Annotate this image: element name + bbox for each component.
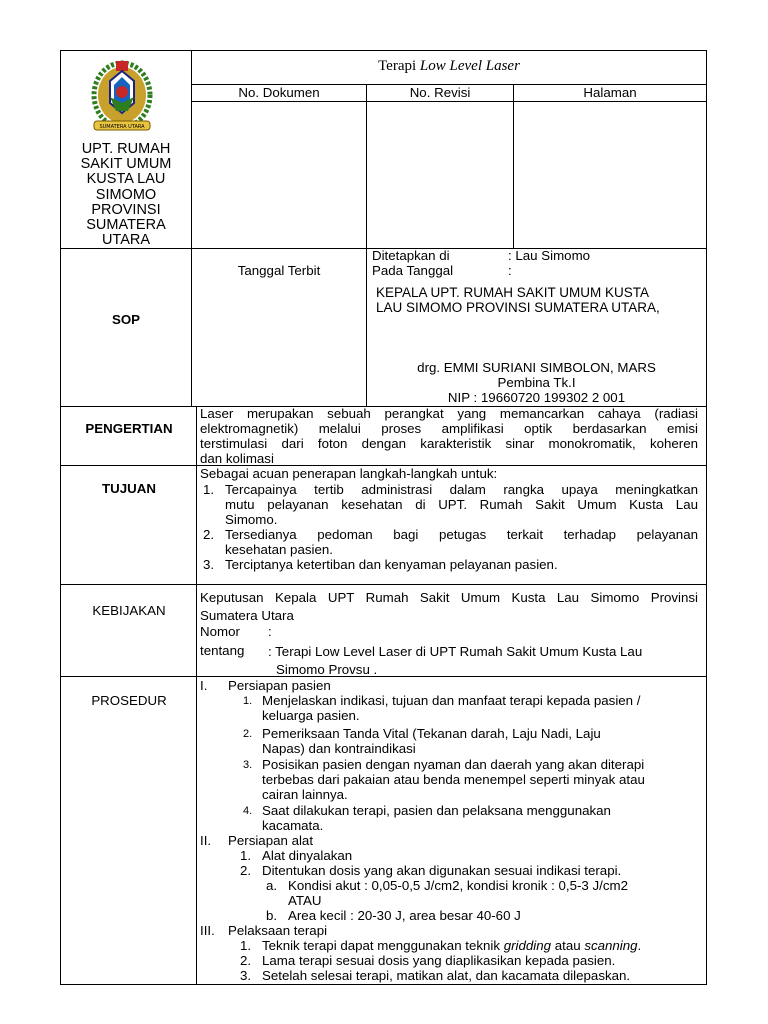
step-line: keluarga pasien. (262, 708, 360, 723)
kebijakan-line: Keputusan Kepala UPT Rumah Sakit Umum Kusta Lau Simomo Provinsi (200, 590, 698, 605)
step-line: terbebas dari pakaian atau benda menempel seperti minyak atau (262, 772, 645, 787)
row-divider (191, 101, 707, 102)
step-text: atau (551, 938, 585, 953)
hospital-name-line: KUSTA LAU (86, 171, 166, 188)
step-line: Menjelaskan indikasi, tujuan dan manfaat terapi kepada pasien / (262, 693, 641, 708)
hospital-name-line: SAKIT UMUM (80, 156, 172, 173)
tujuan-item-line: mutu pelayanan kesehatan di UPT. Rumah Sakit Umum Kusta Lau (225, 497, 698, 512)
col-header-no-dokumen: No. Dokumen (238, 85, 320, 100)
section-title: Pelaksaan terapi (228, 923, 328, 938)
sub-step-item (288, 878, 698, 908)
hospital-name-line: PROVINSI (91, 201, 161, 218)
prosedur-label: PROSEDUR (91, 693, 167, 708)
tujuan-item-num: 3. (203, 557, 215, 572)
step-text: Teknik terapi dapat menggunakan teknik (262, 938, 504, 953)
signer-nip: NIP : 19660720 199302 2 001 (447, 390, 626, 405)
tujuan-item (225, 557, 698, 572)
column-divider (513, 84, 514, 248)
step-line: Napas) dan kontraindikasi (262, 741, 416, 756)
step-line: Posisikan pasien dengan nyaman dan daerah yang akan diterapi (262, 757, 645, 772)
pengertian-text (200, 406, 698, 466)
step-number: 1. (240, 938, 252, 953)
tentang-value (268, 643, 699, 678)
step-item (262, 726, 702, 756)
step-text-italic: scanning (584, 938, 638, 953)
step-line: Alat dinyalakan (262, 848, 353, 863)
sop-label: SOP (111, 312, 141, 327)
tentang-line: : Terapi Low Level Laser di UPT Rumah Sakit Umum Kusta Lau (268, 644, 643, 659)
step-line: cairan lainnya. (262, 787, 348, 802)
signer-rank: Pembina Tk.I (497, 375, 576, 390)
tujuan-item (225, 482, 698, 527)
sub-step-line: Kondisi akut : 0,05-0,5 J/cm2, kondisi kronik : 0,5-3 J/cm2 (288, 878, 628, 893)
tujuan-item-line: kesehatan pasien. (225, 542, 333, 557)
document-title (192, 59, 706, 74)
step-number: 2. (243, 728, 253, 740)
tujuan-item-num: 1. (203, 482, 215, 497)
column-divider (196, 406, 197, 984)
kebijakan-line: Sumatera Utara (200, 607, 294, 623)
title-plain: Terapi (378, 58, 420, 74)
hospital-name-line: UPT. RUMAH (81, 141, 171, 157)
kepala-line: KEPALA UPT. RUMAH SAKIT UMUM KUSTA (376, 285, 650, 300)
col-header-no-revisi: No. Revisi (409, 85, 471, 100)
nomor-label: Nomor (200, 624, 240, 639)
pada-tanggal-value: : (508, 263, 512, 278)
step-text: . (637, 938, 642, 953)
tanggal-terbit-label: Tanggal Terbit (237, 263, 321, 278)
tujuan-item-line: Simomo. (225, 512, 278, 527)
section-number: I. (200, 678, 208, 693)
step-text-italic: gridding (503, 938, 552, 953)
tujuan-item-line: Terciptanya ketertiban dan kenyaman pelayanan pasien. (225, 557, 558, 572)
hospital-name-line: UTARA (101, 232, 151, 249)
sub-step-line: Area kecil : 20-30 J, area besar 40-60 J (288, 908, 521, 923)
pengertian-line: Laser merupakan sebuah perangkat yang memancarkan cahaya (radiasi (200, 406, 698, 421)
hospital-name-line: SIMOMO (95, 186, 157, 203)
step-number: 4. (243, 805, 253, 817)
signer-block (367, 360, 706, 405)
section-title: Persiapan alat (228, 833, 314, 848)
title-italic: Low Level Laser (419, 58, 520, 74)
kebijakan-label: KEBIJAKAN (92, 603, 166, 618)
step-line: Saat dilakukan terapi, pasien dan pelaksana menggunakan (262, 803, 611, 818)
row-divider (61, 584, 707, 585)
col-header-halaman: Halaman (583, 85, 637, 100)
ditetapkan-value: : Lau Simomo (508, 248, 591, 263)
column-divider (191, 51, 192, 406)
tujuan-intro: Sebagai acuan penerapan langkah-langkah untuk: (200, 466, 498, 481)
hospital-name-line: SUMATERA (86, 217, 166, 234)
tujuan-item (225, 527, 698, 557)
tujuan-label: TUJUAN (102, 481, 156, 496)
kebijakan-text (200, 589, 698, 624)
step-line (262, 938, 641, 953)
section-number: III. (200, 923, 215, 938)
column-divider (366, 84, 367, 406)
kepala-title (376, 285, 704, 315)
sub-step-line: ATAU (288, 893, 322, 908)
step-line: kacamata. (262, 818, 324, 833)
ditetapkan-label: Ditetapkan di (372, 248, 450, 263)
sub-step-letter: b. (266, 908, 278, 923)
pengertian-line: elektromagnetik) melalui proses amplifikasi optik berdasarkan emisi (200, 421, 698, 436)
step-number: 1. (243, 695, 253, 707)
kepala-line: LAU SIMOMO PROVINSI SUMATERA UTARA, (376, 300, 660, 315)
step-item (262, 757, 702, 802)
tentang-label: tentang (200, 643, 245, 658)
step-line: Pemeriksaan Tanda Vital (Tekanan darah, Laju Nadi, Laju (262, 726, 601, 741)
nomor-value: : (268, 624, 272, 639)
step-number: 1. (240, 848, 252, 863)
province-emblem-logo (84, 57, 160, 137)
step-line: Setelah selesai terapi, matikan alat, dan kacamata dilepaskan. (262, 968, 631, 983)
tujuan-item-line: Tersedianya pedoman bagi petugas terkait terhadap pelayanan (225, 527, 698, 542)
step-item (262, 693, 702, 723)
pengertian-label: PENGERTIAN (85, 421, 173, 436)
pengertian-line: dan kolimasi (200, 451, 274, 466)
tentang-line: Simomo Provsu . (276, 661, 378, 677)
tujuan-item-line: Tercapainya tertib administrasi dalam rangka upaya meningkatkan (225, 482, 698, 497)
step-line: Ditentukan dosis yang akan digunakan sesuai indikasi terapi. (262, 863, 622, 878)
pengertian-line: terstimulasi dari foton dengan karakteristik sinar monokromatik, koheren (200, 436, 698, 451)
section-number: II. (200, 833, 212, 848)
step-line: Lama terapi sesuai dosis yang diaplikasikan kepada pasien. (262, 953, 616, 968)
hospital-name (62, 142, 190, 248)
sub-step-letter: a. (266, 878, 278, 893)
step-number: 3. (240, 968, 252, 983)
tujuan-item-num: 2. (203, 527, 215, 542)
pada-tanggal-label: Pada Tanggal (372, 263, 454, 278)
logo-banner-text: SUMATERA UTARA (99, 124, 145, 130)
step-number: 3. (243, 759, 253, 771)
step-number: 2. (240, 953, 252, 968)
signer-name: drg. EMMI SURIANI SIMBOLON, MARS (417, 360, 656, 375)
section-title: Persiapan pasien (228, 678, 331, 693)
step-item (262, 803, 702, 833)
step-number: 2. (240, 863, 252, 878)
